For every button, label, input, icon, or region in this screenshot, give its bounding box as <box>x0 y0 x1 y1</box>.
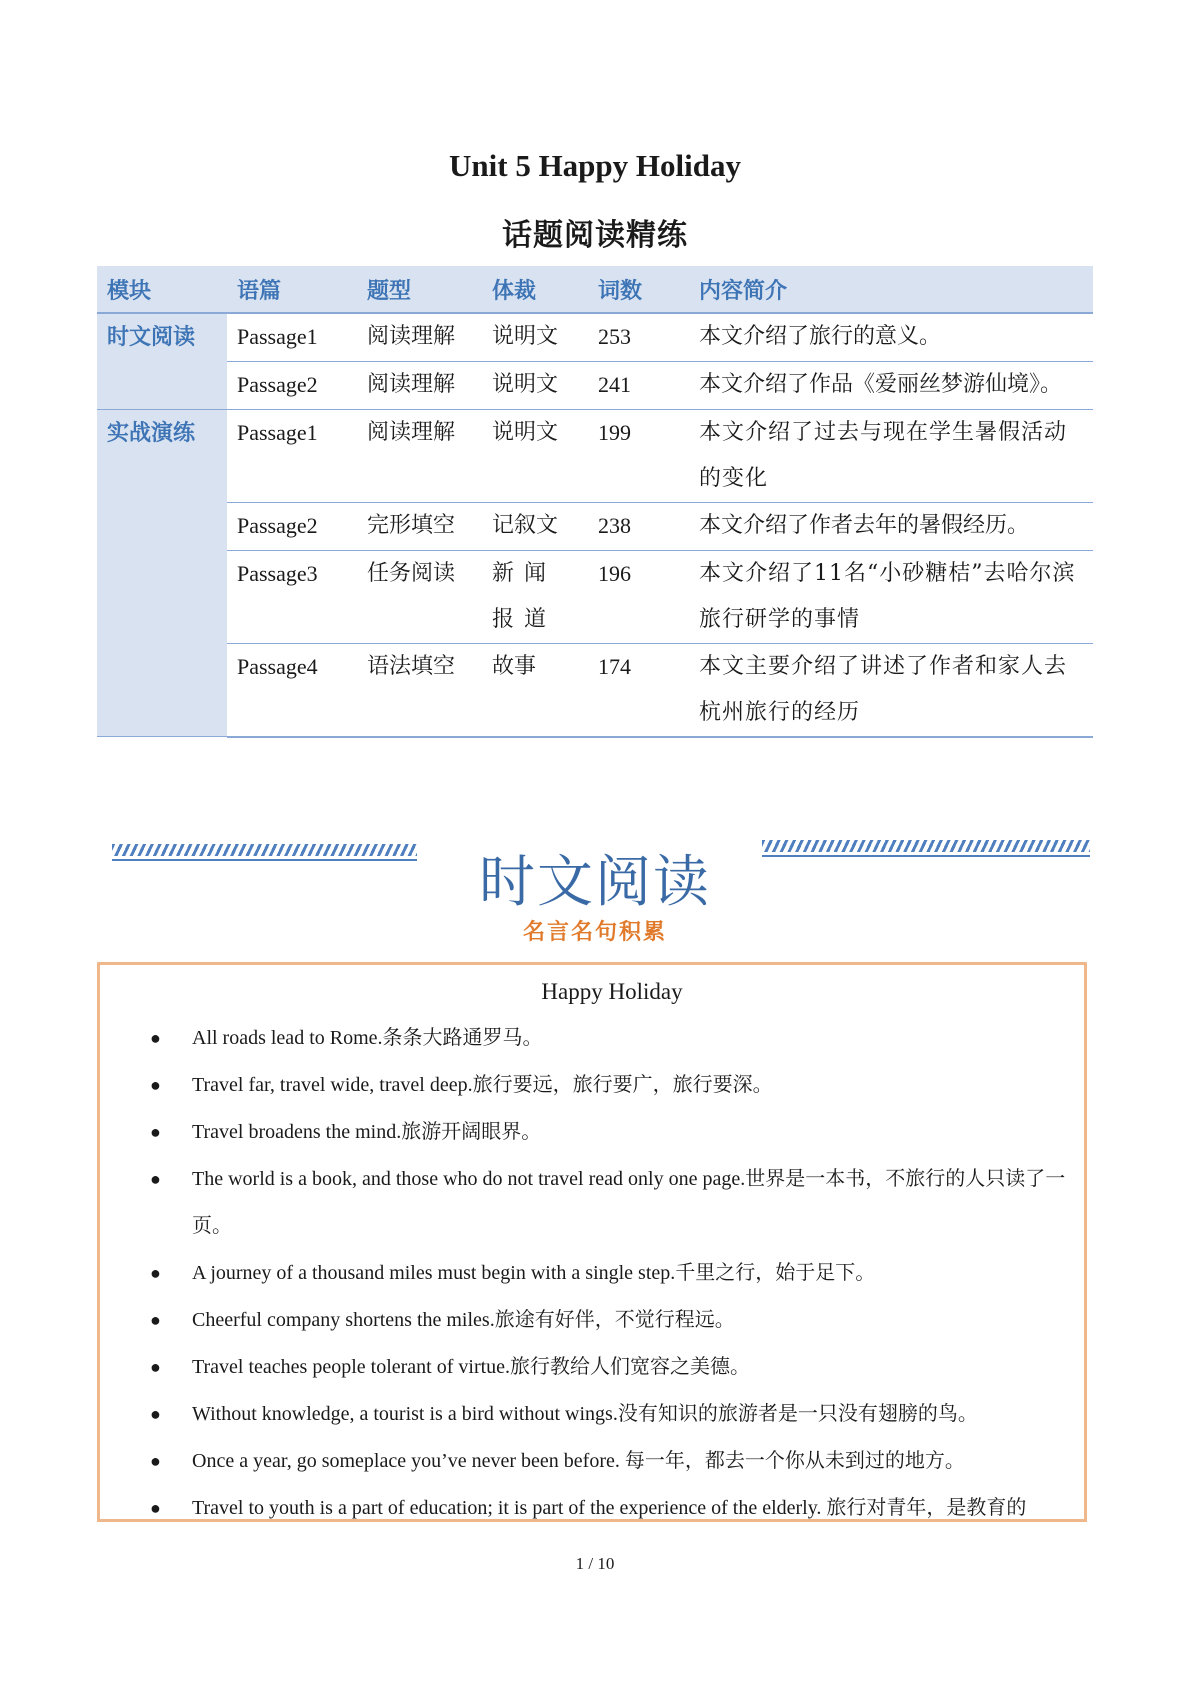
quotes-list <box>150 1015 1074 1532</box>
list-item <box>150 1391 1074 1438</box>
section-subheading: 名言名句积累 <box>522 920 667 945</box>
list-item <box>150 1109 1074 1156</box>
summary-cell: 本文主要介绍了讲述了作者和家人去杭州旅行的经历 <box>689 643 1093 737</box>
words-cell: 238 <box>588 502 689 550</box>
summary-cell: 本文介绍了作者去年的暑假经历。 <box>689 502 1093 550</box>
passage-cell: Passage2 <box>227 361 357 409</box>
table-row <box>97 643 1093 737</box>
bullet-icon: ● <box>150 1263 161 1283</box>
header-word-count: 词数 <box>588 266 689 313</box>
list-item <box>150 1156 1074 1250</box>
words-cell: 241 <box>588 361 689 409</box>
table-row <box>97 361 1093 409</box>
genre-cell: 说明文 <box>482 361 588 409</box>
bullet-icon: ● <box>150 1357 161 1377</box>
table-row <box>97 313 1093 361</box>
quote-text: Once a year, go someplace you’ve never been before. 每一年，都去一个你从未到过的地方。 <box>192 1450 965 1472</box>
list-item <box>150 1438 1074 1485</box>
passage-cell: Passage2 <box>227 502 357 550</box>
list-item <box>150 1015 1074 1062</box>
quote-text: Travel far, travel wide, travel deep.旅行要远，旅行要广，旅行要深。 <box>192 1074 773 1096</box>
table-header-row <box>97 266 1093 313</box>
header-module: 模块 <box>97 266 227 313</box>
quotes-title: Happy Holiday <box>541 979 683 1004</box>
header-genre: 体裁 <box>482 266 588 313</box>
quote-text: Travel to youth is a part of education; it is part of the experience of the elderly. 旅行对青年，是教育的 <box>192 1497 1027 1519</box>
page-subtitle: 话题阅读精练 <box>502 218 688 253</box>
passage-cell: Passage3 <box>227 550 357 643</box>
list-item <box>150 1297 1074 1344</box>
bullet-icon: ● <box>150 1451 161 1471</box>
passage-cell: Passage1 <box>227 409 357 502</box>
type-cell: 阅读理解 <box>357 409 482 502</box>
bullet-icon: ● <box>150 1122 161 1142</box>
words-cell: 174 <box>588 643 689 737</box>
bullet-icon: ● <box>150 1075 161 1095</box>
list-item <box>150 1485 1074 1532</box>
bullet-icon: ● <box>150 1404 161 1424</box>
quote-text: Without knowledge, a tourist is a bird without wings.没有知识的旅游者是一只没有翅膀的鸟。 <box>192 1403 978 1425</box>
passage-cell: Passage1 <box>227 313 357 361</box>
genre-cell: 故事 <box>482 643 588 737</box>
quote-text: The world is a book, and those who do not travel read only one page.世界是一本书，不旅行的人只读了一页。 <box>192 1168 1066 1237</box>
words-cell: 199 <box>588 409 689 502</box>
bullet-icon: ● <box>150 1028 161 1048</box>
quote-text: A journey of a thousand miles must begin with a single step.千里之行，始于足下。 <box>192 1262 876 1284</box>
list-item <box>150 1062 1074 1109</box>
summary-cell: 本文介绍了旅行的意义。 <box>689 313 1093 361</box>
header-passage: 语篇 <box>227 266 357 313</box>
overview-table <box>97 266 1093 738</box>
genre-cell: 说明文 <box>482 313 588 361</box>
quote-text: Travel teaches people tolerant of virtue.旅行教给人们宽容之美德。 <box>192 1356 751 1378</box>
bullet-icon: ● <box>150 1310 161 1330</box>
type-cell: 阅读理解 <box>357 313 482 361</box>
type-cell: 阅读理解 <box>357 361 482 409</box>
module-cell: 实战演练 <box>97 409 227 737</box>
bullet-icon: ● <box>150 1169 161 1189</box>
type-cell: 任务阅读 <box>357 550 482 643</box>
module-cell: 时文阅读 <box>97 313 227 409</box>
header-summary: 内容简介 <box>689 266 1093 313</box>
genre-cell: 记叙文 <box>482 502 588 550</box>
list-item <box>150 1344 1074 1391</box>
quote-text: All roads lead to Rome.条条大路通罗马。 <box>192 1027 543 1049</box>
genre-cell: 说明文 <box>482 409 588 502</box>
genre-cell: 新闻报道 <box>482 550 588 643</box>
words-cell: 196 <box>588 550 689 643</box>
type-cell: 完形填空 <box>357 502 482 550</box>
type-cell: 语法填空 <box>357 643 482 737</box>
summary-cell: 本文介绍了作品《爱丽丝梦游仙境》。 <box>689 361 1093 409</box>
bullet-icon: ● <box>150 1498 161 1518</box>
quote-text: Cheerful company shortens the miles.旅途有好伴，不觉行程远。 <box>192 1309 735 1331</box>
quote-text: Travel broadens the mind.旅游开阔眼界。 <box>192 1121 542 1143</box>
table-row <box>97 550 1093 643</box>
quotes-box <box>97 962 1087 1522</box>
summary-cell: 本文介绍了11名“小砂糖桔”去哈尔滨旅行研学的事情 <box>689 550 1093 643</box>
section-heading: 时文阅读 <box>479 850 711 915</box>
header-question-type: 题型 <box>357 266 482 313</box>
summary-cell: 本文介绍了过去与现在学生暑假活动的变化 <box>689 409 1093 502</box>
passage-cell: Passage4 <box>227 643 357 737</box>
table-row <box>97 502 1093 550</box>
words-cell: 253 <box>588 313 689 361</box>
page-number: 1 / 10 <box>575 1554 615 1573</box>
table-row <box>97 409 1093 502</box>
list-item <box>150 1250 1074 1297</box>
page-title: Unit 5 Happy Holiday <box>449 148 741 183</box>
